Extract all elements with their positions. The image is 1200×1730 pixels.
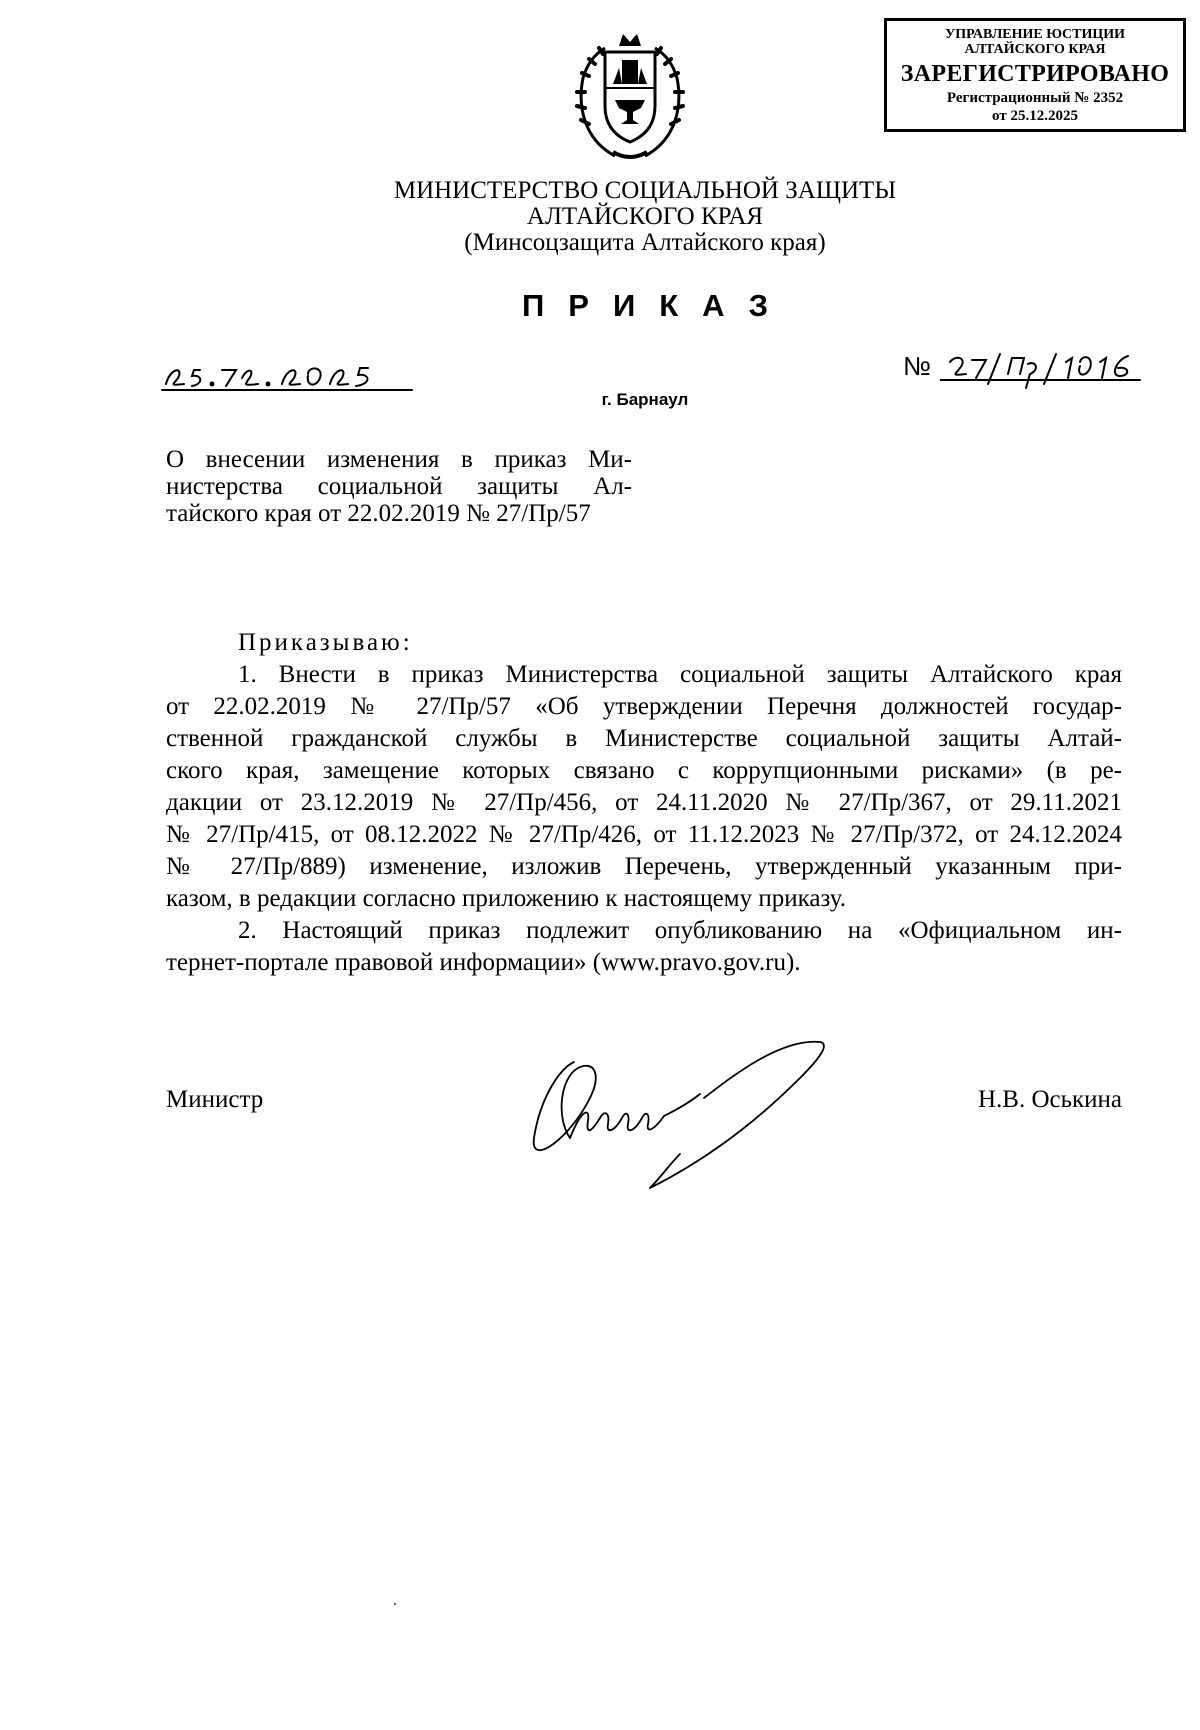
order-subject [166,446,632,527]
stamp-authority-line2: АЛТАЙСКОГО КРАЯ [964,42,1106,57]
subject-line: О внесении изменения в приказ Ми- [166,446,632,473]
altai-coat-of-arms-icon [575,28,685,162]
signatory-name: Н.В. Оськина [977,1086,1122,1113]
body-line: № 27/Пр/415, от 08.12.2022 № 27/Пр/426, от 11.12.2023 № 27/Пр/372, от 24.12.2024 [166,821,1122,848]
order-body [166,627,1122,979]
handwritten-signature [530,1038,830,1198]
body-line: ственной гражданской службы в Министерстве социальной защиты Алтай- [166,725,1122,752]
body-line: 1. Внести в приказ Министерства социальной защиты Алтайского края [238,661,1122,688]
scan-speck [394,1603,396,1605]
body-line: тернет-портале правовой информации» (www.pravo.gov.ru). [166,949,801,976]
city: г. Барнаул [601,390,689,409]
subject-line: нистерства социальной защиты Ал- [166,473,632,500]
stamp-authority-line1: УПРАВЛЕНИЕ ЮСТИЦИИ [945,27,1125,42]
handwritten-order-number [940,350,1170,390]
body-line: 2. Настоящий приказ подлежит опубликованию на «Официальном ин- [238,917,1122,944]
ministry-name-line1: МИНИСТЕРСТВО СОЦИАЛЬНОЙ ЗАЩИТЫ [393,177,897,204]
registration-stamp [884,18,1186,132]
ministry-name-line2: АЛТАЙСКОГО КРАЯ [526,203,764,230]
body-line: казом, в редакции согласно приложению к настоящему приказу. [166,885,847,912]
ministry-short-name: (Минсоцзащита Алтайского края) [464,229,826,256]
stamp-reg-number [887,89,1183,107]
handwritten-date [160,356,415,392]
body-line: от 22.02.2019 № 27/Пр/57 «Об утверждении Перечня должностей государ- [166,693,1122,720]
body-line: ского края, замещение которых связано с коррупционными рисками» (в ре- [166,757,1122,784]
body-line: дакции от 23.12.2019 № 27/Пр/456, от 24.11.2020 № 27/Пр/367, от 29.11.2021 [166,789,1122,816]
stamp-status: ЗАРЕГИСТРИРОВАНО [900,61,1170,87]
order-number-sign: № [903,351,931,381]
signatory-role: Министр [166,1086,264,1113]
stamp-date [887,107,1183,125]
order-word: Приказываю: [238,629,413,656]
subject-line: тайского края от 22.02.2019 № 27/Пр/57 [166,500,591,527]
stamp-date-label: от [992,108,1007,124]
body-line: № 27/Пр/889) изменение, изложив Перечень, утвержденный указанным при- [166,853,1122,880]
stamp-date-value: 25.12.2025 [1010,108,1078,124]
stamp-reg-label: Регистрационный № [946,90,1090,106]
stamp-reg-value: 2352 [1093,90,1124,106]
document-type-title: ПРИКАЗ [522,288,792,323]
